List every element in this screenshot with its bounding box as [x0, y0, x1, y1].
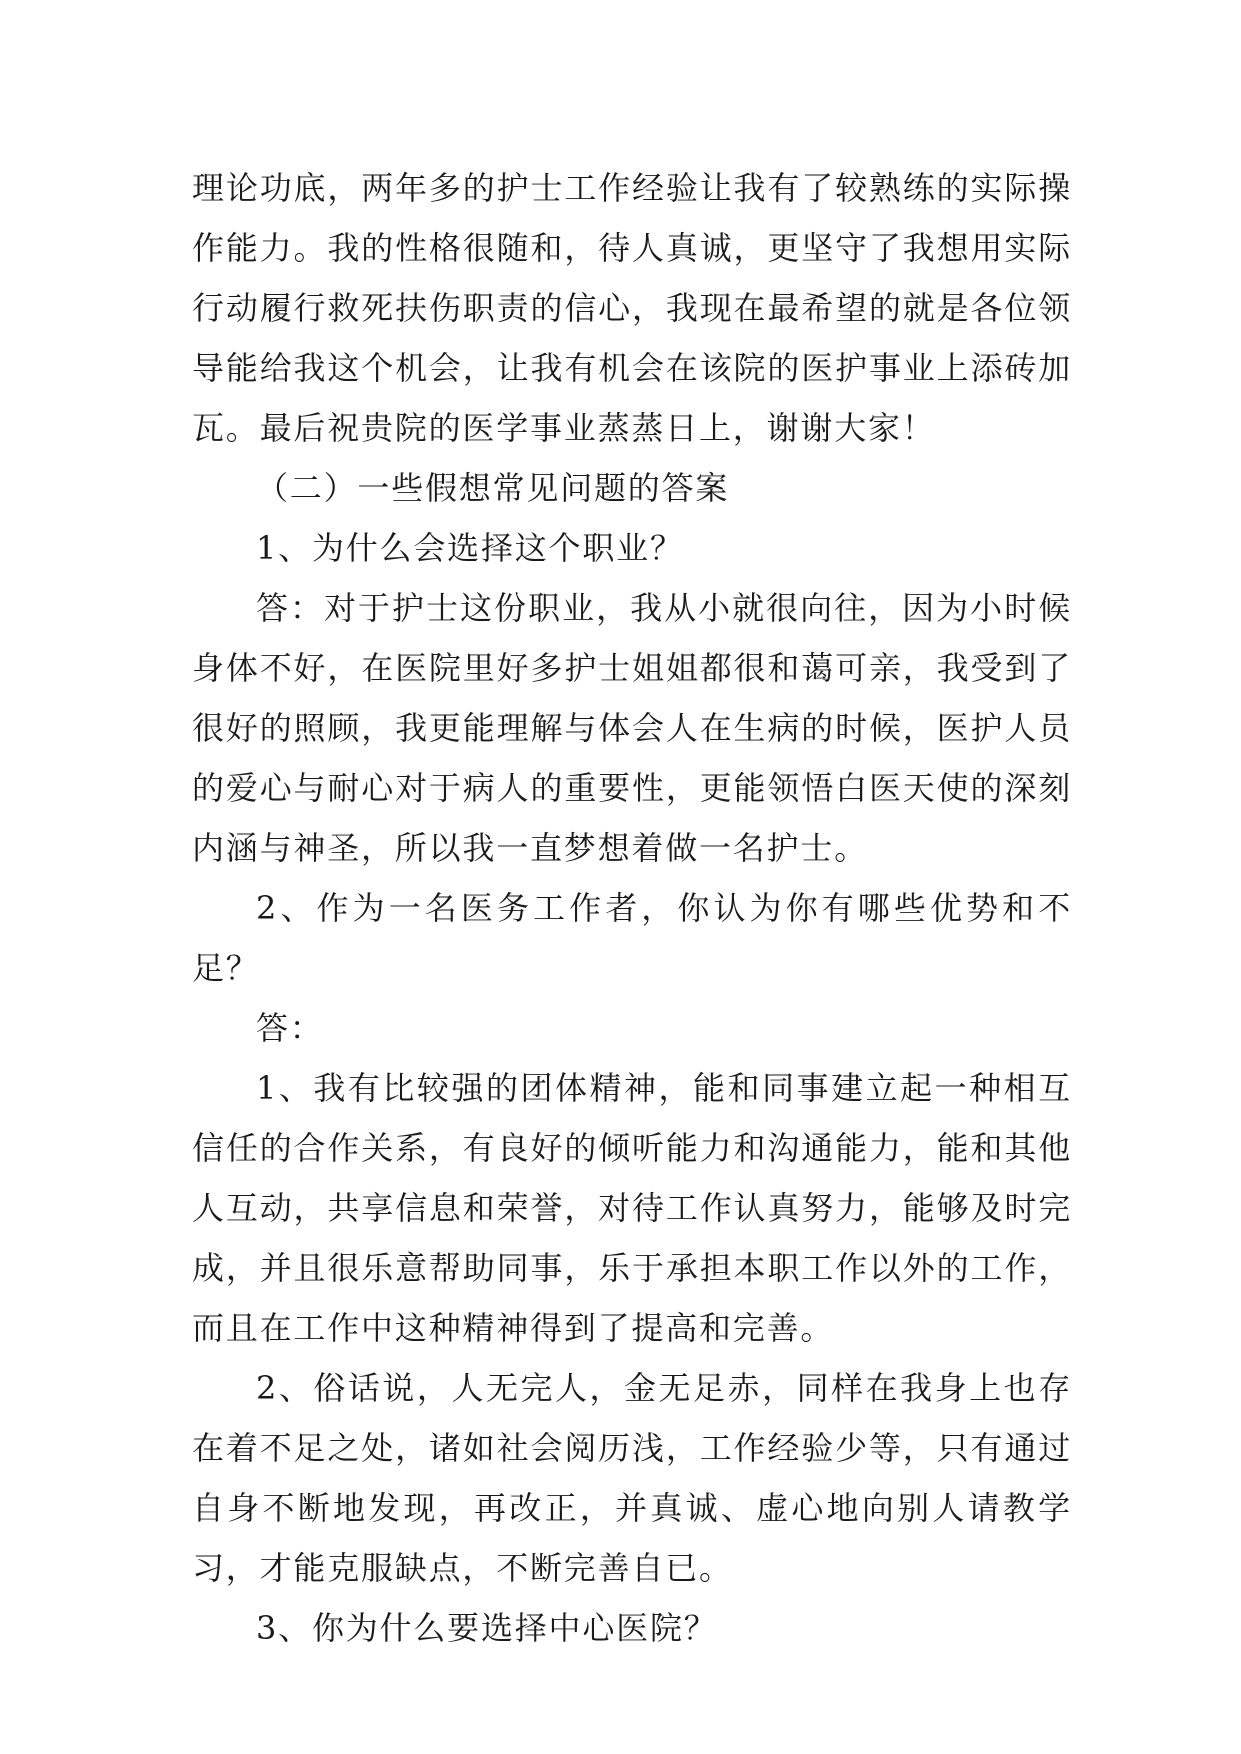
- question-2: 2、作为一名医务工作者，你认为你有哪些优势和不足？: [192, 889, 1072, 987]
- question-3: 3、你为什么要选择中心医院？: [256, 1609, 718, 1647]
- question-1: 1、为什么会选择这个职业？: [256, 529, 684, 567]
- answer-2-point-2: 2、俗话说，人无完人，金无足赤，同样在我身上也存在着不足之处，诸如社会阅历浅，工作经验少等，只有通过自身不断地发现，再改正，并真诚、虚心地向别人请教学习，才能克服缺点，不断完善自已。: [192, 1369, 1072, 1587]
- document-body: [192, 158, 1072, 1658]
- answer-1: 答：对于护士这份职业，我从小就很向往，因为小时候身体不好，在医院里好多护士姐姐都很和蔼可亲，我受到了很好的照顾，我更能理解与体会人在生病的时候，医护人员的爱心与耐心对于病人的重要性，更能领悟白医天使的深刻内涵与神圣，所以我一直梦想着做一名护士。: [192, 589, 1072, 867]
- answer-2-label: 答：: [256, 1009, 324, 1047]
- answer-2-point-1: 1、我有比较强的团体精神，能和同事建立起一种相互信任的合作关系，有良好的倾听能力和沟通能力，能和其他人互动，共享信息和荣誉，对待工作认真努力，能够及时完成，并且很乐意帮助同事，乐于承担本职工作以外的工作，而且在工作中这种精神得到了提高和完善。: [192, 1069, 1072, 1347]
- section-heading-faq: （二）一些假想常见问题的答案: [256, 469, 730, 507]
- paragraph-closing-remarks: 理论功底，两年多的护士工作经验让我有了较熟练的实际操作能力。我的性格很随和，待人真诚，更坚守了我想用实际行动履行救死扶伤职责的信心，我现在最希望的就是各位领导能给我这个机会，让我有机会在该院的医护事业上添砖加瓦。最后祝贵院的医学事业蒸蒸日上，谢谢大家！: [192, 169, 1072, 447]
